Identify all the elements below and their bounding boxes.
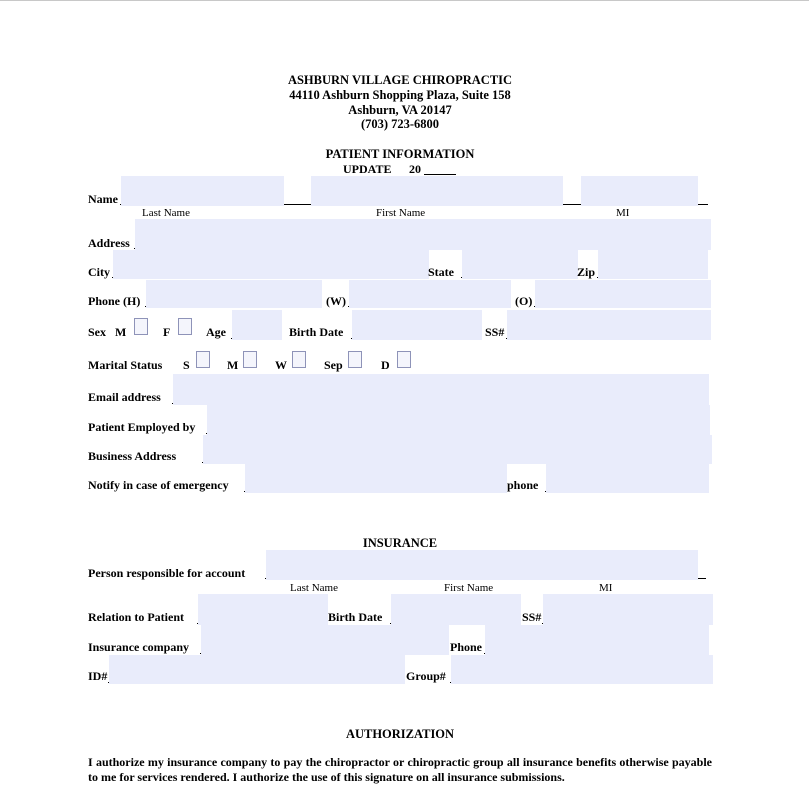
insured-birth-date-field[interactable] [391,594,521,625]
employer-field[interactable] [207,405,710,435]
update-label: UPDATE [343,162,392,176]
practice-address-line2: Ashburn, VA 20147 [348,103,452,117]
insurance-phone-label: Phone [450,640,483,654]
first-name-caption: First Name [376,207,426,219]
marital-s-checkbox[interactable] [196,351,210,368]
marital-d-label: D [381,358,390,372]
address-label: Address [88,236,130,250]
mi-caption: MI [616,207,630,219]
form-title: PATIENT INFORMATION [325,147,475,161]
age-label: Age [206,325,226,339]
employer-label: Patient Employed by [88,420,196,434]
page-top-border [0,0,809,1]
relation-field[interactable] [198,594,328,625]
phone-work-field[interactable] [349,280,511,308]
business-address-field[interactable] [203,435,712,464]
sex-f-checkbox[interactable] [178,318,192,335]
state-field[interactable] [462,250,578,279]
responsible-mi-caption: MI [599,582,613,594]
age-field[interactable] [232,310,282,340]
zip-field[interactable] [598,250,708,279]
marital-status-label: Marital Status [88,358,163,372]
responsible-last-name-caption: Last Name [290,582,338,594]
id-field[interactable] [109,655,405,684]
insured-ss-label: SS# [522,610,542,624]
insurance-company-field[interactable] [201,625,449,655]
marital-w-checkbox[interactable] [292,351,306,368]
phone-home-field[interactable] [146,280,322,308]
email-field[interactable] [173,374,709,405]
emergency-phone-label: phone [507,478,539,492]
practice-phone: (703) 723-6800 [360,117,440,131]
marital-m-checkbox[interactable] [243,351,257,368]
insured-birth-date-label: Birth Date [328,610,383,624]
responsible-last-name-field[interactable] [266,550,402,580]
city-label: City [88,265,110,279]
marital-sep-checkbox[interactable] [348,351,362,368]
practice-address-line1: 44110 Ashburn Shopping Plaza, Suite 158 [289,88,511,102]
marital-d-checkbox[interactable] [397,351,411,368]
sex-m-checkbox[interactable] [134,318,148,335]
responsible-person-label: Person responsible for account [88,566,246,580]
responsible-mi-field[interactable] [552,550,698,580]
email-label: Email address [88,390,161,404]
insurance-phone-field[interactable] [485,625,709,655]
responsible-first-name-caption: First Name [444,582,494,594]
city-field[interactable] [113,250,429,279]
sex-m-label: M [115,325,127,339]
birth-date-label: Birth Date [289,325,344,339]
relation-label: Relation to Patient [88,610,184,624]
emergency-label: Notify in case of emergency [88,478,229,492]
group-label: Group# [406,669,446,683]
ss-field[interactable] [507,310,711,340]
emergency-contact-field[interactable] [245,464,507,493]
marital-sep-label: Sep [324,358,343,372]
last-name-field[interactable] [121,176,284,206]
id-label: ID# [88,669,108,683]
responsible-first-name-field[interactable] [401,550,553,580]
first-name-field[interactable] [311,176,563,206]
middle-initial-field[interactable] [581,176,698,206]
phone-work-label: (W) [326,294,346,308]
sex-label: Sex [88,325,106,339]
state-label: State [428,265,454,279]
marital-w-label: W [275,358,287,372]
zip-label: Zip [577,265,596,279]
emergency-phone-field[interactable] [546,464,709,493]
update-year-line [424,174,456,175]
group-field[interactable] [451,655,713,684]
last-name-caption: Last Name [142,207,190,219]
authorization-title: AUTHORIZATION [345,727,455,741]
practice-name: ASHBURN VILLAGE CHIROPRACTIC [287,73,513,87]
birth-date-field[interactable] [352,310,482,340]
phone-home-label: Phone (H) [88,294,141,308]
address-field[interactable] [135,219,711,250]
name-label: Name [88,192,118,206]
ss-label: SS# [485,325,505,339]
authorization-text: I authorize my insurance company to pay the chiropractor or chiropractic group all insurance benefits otherwise payable to me for services rendered. I authorize the use of this signature on all insurance submissions. [88,755,712,784]
business-address-label: Business Address [88,449,177,463]
phone-other-field[interactable] [535,280,711,308]
insurance-company-label: Insurance company [88,640,190,654]
insurance-title: INSURANCE [362,536,438,550]
marital-m-label: M [227,358,239,372]
marital-s-label: S [183,358,190,372]
sex-f-label: F [163,325,171,339]
insured-ss-field[interactable] [543,594,713,625]
update-year-prefix: 20 [409,162,421,176]
phone-other-label: (O) [515,294,533,308]
